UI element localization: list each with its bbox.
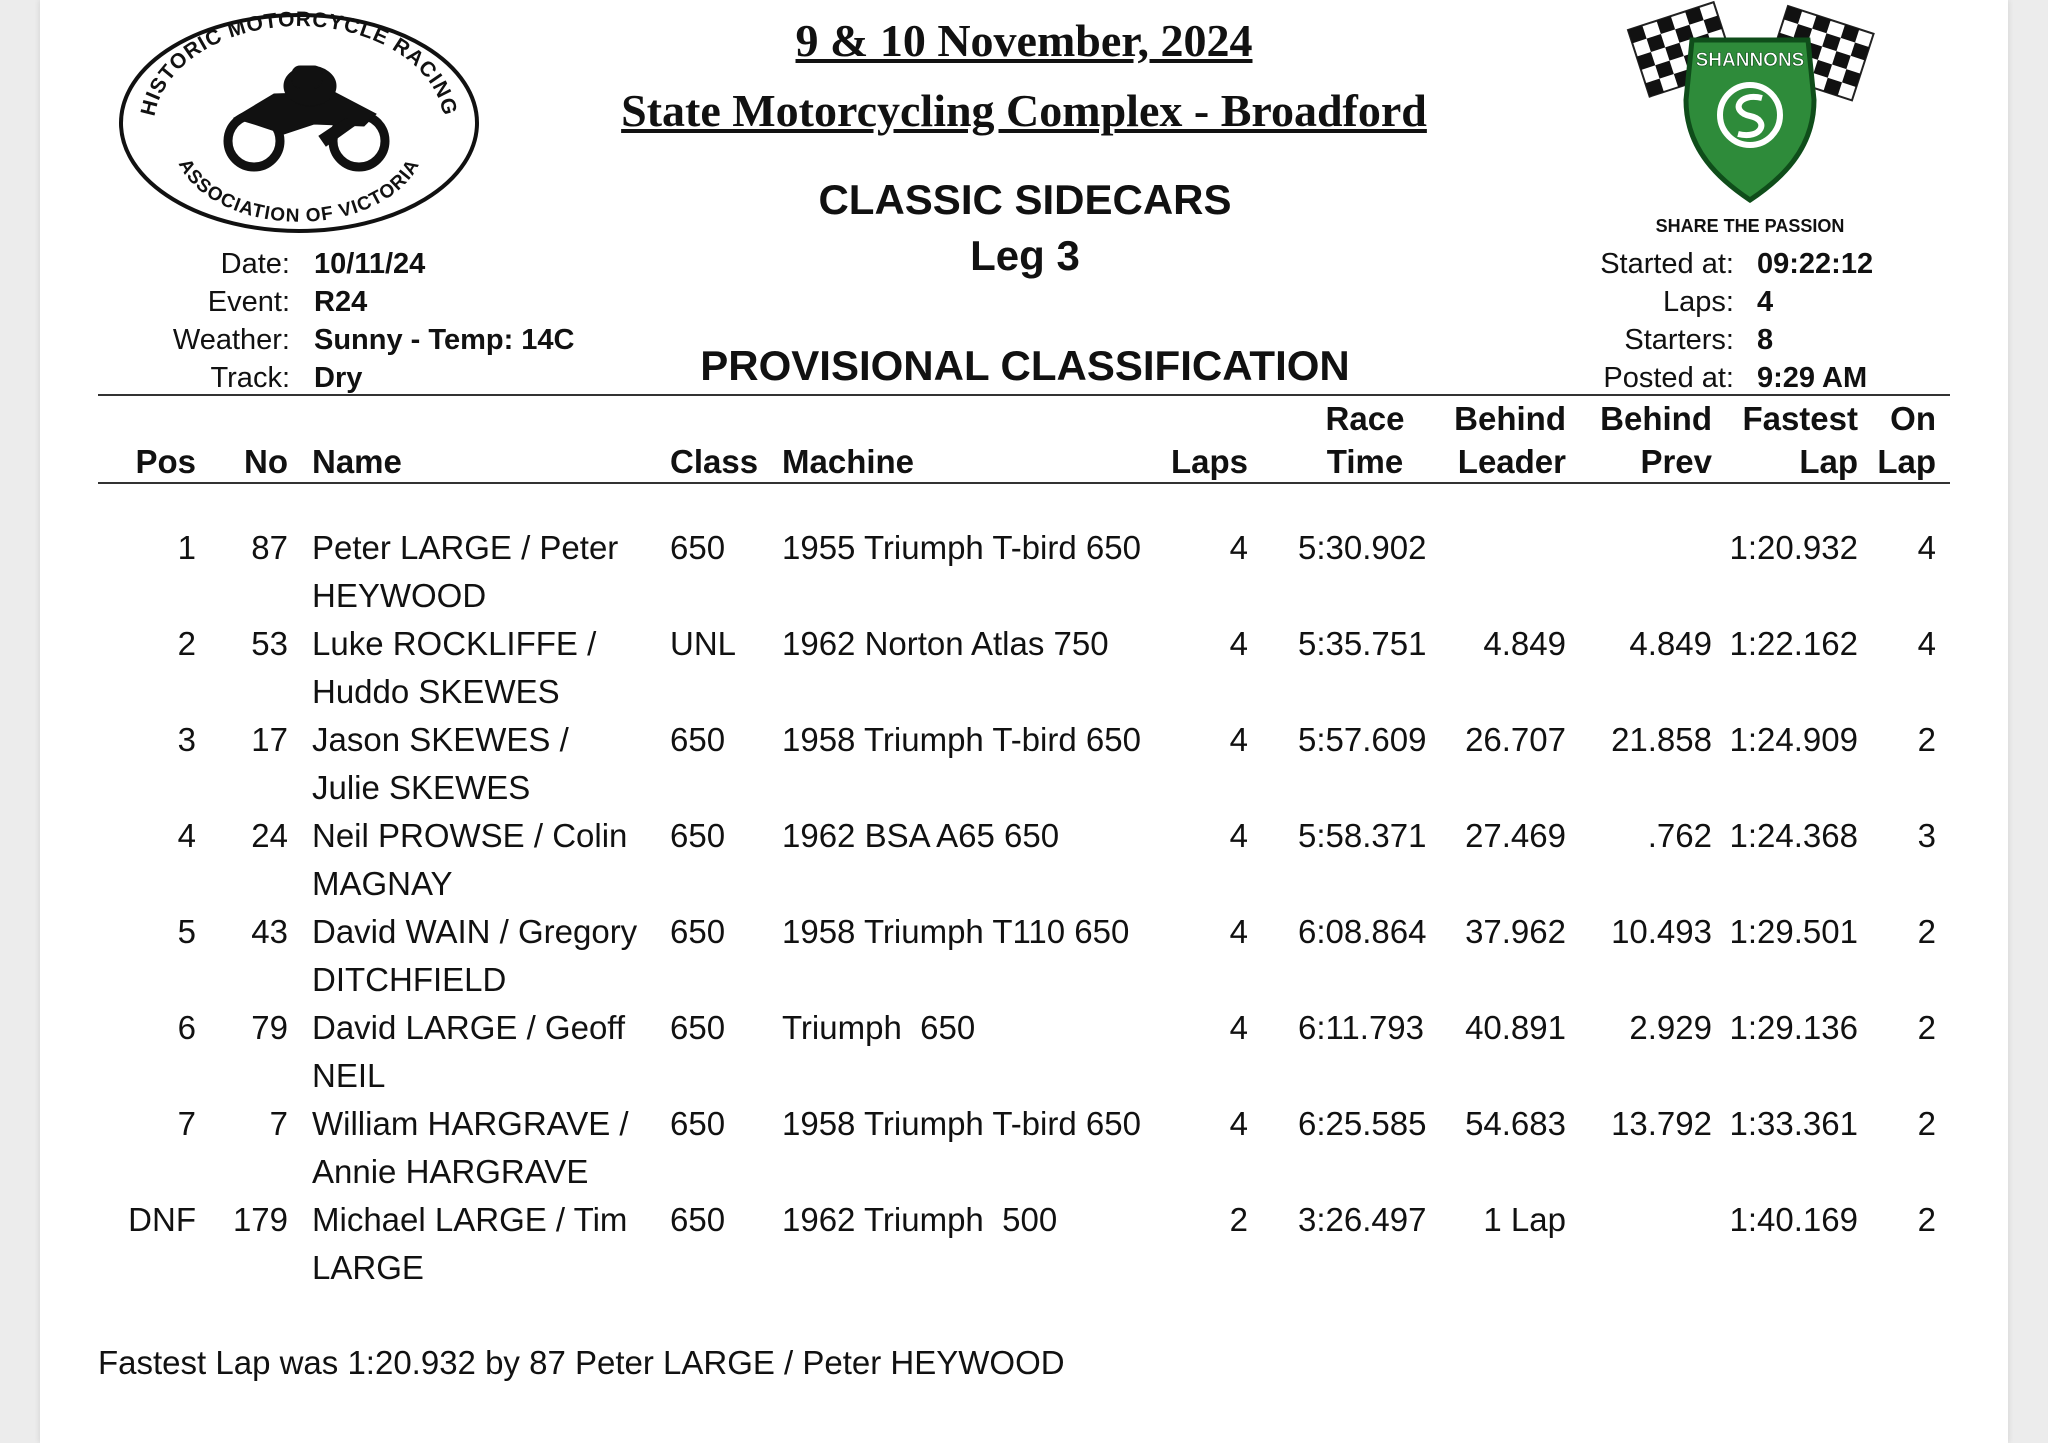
header-divider-bottom	[98, 482, 1950, 484]
cell-fastest-lap: 1:20.932	[1729, 529, 1858, 566]
cell-machine: Triumph 650	[782, 1009, 976, 1046]
hmrav-bottom-text: ASSOCIATION OF VICTORIA	[173, 155, 425, 227]
cell-no: 79	[251, 1009, 288, 1046]
table-row	[0, 812, 2048, 908]
col-no: No	[244, 443, 288, 480]
cell-behind-prev: 21.858	[1611, 721, 1712, 758]
meta-value: Dry	[314, 362, 363, 394]
cell-fastest-lap: 1:29.501	[1729, 913, 1858, 950]
cell-fastest-lap: 1:24.368	[1729, 817, 1858, 854]
cell-laps: 4	[1229, 529, 1248, 566]
meta-value: Sunny - Temp: 14C	[314, 324, 575, 356]
col-race-time-line2: Time	[1326, 443, 1404, 480]
cell-no: 53	[251, 625, 288, 662]
cell-behind-leader: 1 Lap	[1483, 1201, 1566, 1238]
col-behind-leader-line1: Behind	[1454, 400, 1566, 437]
cell-laps: 4	[1229, 817, 1248, 854]
cell-fastest-lap: 1:22.162	[1729, 625, 1858, 662]
cell-behind-leader: 54.683	[1465, 1105, 1566, 1142]
cell-no: 7	[269, 1105, 288, 1142]
table-row	[0, 620, 2048, 716]
meta-label: Track:	[210, 362, 290, 394]
cell-race-time: 3:26.497	[1298, 1201, 1427, 1238]
cell-class: 650	[670, 1201, 726, 1238]
cell-race-time: 5:58.371	[1298, 817, 1427, 854]
cell-no: 87	[251, 529, 288, 566]
cell-on-lap: 2	[1917, 1009, 1936, 1046]
cell-fastest-lap: 1:40.169	[1729, 1201, 1858, 1238]
col-race-time-line1: Race	[1325, 400, 1405, 437]
meta-label: Date:	[220, 248, 290, 280]
cell-laps: 4	[1229, 913, 1248, 950]
cell-race-time: 5:35.751	[1298, 625, 1427, 662]
cell-class: 650	[670, 817, 726, 854]
meta-value: 9:29 AM	[1757, 362, 1868, 394]
cell-race-time: 5:57.609	[1298, 721, 1427, 758]
col-behind-prev-line1: Behind	[1600, 400, 1712, 437]
cell-behind-leader: 26.707	[1465, 721, 1566, 758]
cell-pos: DNF	[128, 1201, 196, 1238]
cell-pos: 4	[177, 817, 196, 854]
meta-value: 8	[1757, 324, 1774, 356]
meta-value: R24	[314, 286, 368, 318]
cell-laps: 4	[1229, 625, 1248, 662]
header-divider-top	[98, 394, 1950, 396]
hmrav-top-text: HISTORIC MOTORCYCLE RACING	[136, 7, 462, 119]
meta-value: 09:22:12	[1757, 248, 1874, 280]
cell-name: Michael LARGE / Tim LARGE	[312, 1201, 628, 1286]
shannons-brand-text: SHANNONS	[1695, 50, 1805, 71]
cell-machine: 1958 Triumph T-bird 650	[782, 721, 1141, 758]
event-dates: 9 & 10 November, 2024	[795, 15, 1253, 66]
col-behind-prev-line2: Prev	[1640, 443, 1712, 480]
meta-label: Starters:	[1624, 324, 1734, 356]
cell-pos: 3	[177, 721, 196, 758]
cell-no: 179	[232, 1201, 288, 1238]
cell-class: 650	[670, 913, 726, 950]
cell-name: Jason SKEWES / Julie SKEWES	[312, 721, 569, 806]
cell-behind-leader: 40.891	[1465, 1009, 1566, 1046]
cell-pos: 5	[177, 913, 196, 950]
cell-fastest-lap: 1:33.361	[1729, 1105, 1858, 1142]
cell-behind-leader: 4.849	[1483, 625, 1566, 662]
cell-race-time: 6:11.793	[1298, 1009, 1425, 1046]
cell-pos: 2	[177, 625, 196, 662]
cell-class: 650	[670, 721, 726, 758]
cell-laps: 4	[1229, 721, 1248, 758]
classification-title: PROVISIONAL CLASSIFICATION	[700, 342, 1350, 389]
cell-machine: 1958 Triumph T-bird 650	[782, 1105, 1141, 1142]
table-row	[0, 524, 2048, 620]
cell-machine: 1962 Triumph 500	[782, 1201, 1058, 1238]
cell-behind-prev: 4.849	[1629, 625, 1712, 662]
cell-race-time: 6:08.864	[1298, 913, 1427, 950]
cell-no: 24	[251, 817, 288, 854]
cell-no: 17	[251, 721, 288, 758]
cell-on-lap: 4	[1917, 625, 1936, 662]
shannons-tagline: SHARE THE PASSION	[1655, 216, 1845, 236]
cell-machine: 1958 Triumph T110 650	[782, 913, 1130, 950]
cell-laps: 2	[1229, 1201, 1248, 1238]
cell-behind-prev: 2.929	[1629, 1009, 1712, 1046]
col-pos: Pos	[135, 443, 196, 480]
col-fastest-lap-line1: Fastest	[1742, 400, 1858, 437]
cell-pos: 6	[177, 1009, 196, 1046]
cell-machine: 1962 Norton Atlas 750	[782, 625, 1109, 662]
cell-name: David WAIN / Gregory DITCHFIELD	[312, 913, 638, 998]
cell-laps: 4	[1229, 1009, 1248, 1046]
meta-label: Started at:	[1600, 248, 1734, 280]
cell-pos: 1	[177, 529, 196, 566]
table-row	[0, 1196, 2048, 1292]
cell-fastest-lap: 1:24.909	[1729, 721, 1858, 758]
col-machine: Machine	[782, 443, 915, 480]
col-behind-leader-line2: Leader	[1457, 443, 1566, 480]
meta-value: 10/11/24	[314, 248, 426, 280]
cell-pos: 7	[177, 1105, 196, 1142]
cell-behind-leader: 27.469	[1465, 817, 1566, 854]
cell-class: 650	[670, 1105, 726, 1142]
cell-on-lap: 2	[1917, 1201, 1936, 1238]
col-name: Name	[312, 443, 402, 480]
col-fastest-lap-line2: Lap	[1799, 443, 1858, 480]
cell-name: Peter LARGE / Peter HEYWOOD	[312, 529, 619, 614]
cell-class: 650	[670, 529, 726, 566]
race-class-title: CLASSIC SIDECARS	[818, 176, 1232, 223]
col-on-lap-line1: On	[1890, 400, 1936, 437]
table-row	[0, 908, 2048, 1004]
cell-name: Luke ROCKLIFFE / Huddo SKEWES	[312, 625, 597, 710]
table-row	[0, 716, 2048, 812]
cell-race-time: 5:30.902	[1298, 529, 1427, 566]
cell-behind-prev: 10.493	[1611, 913, 1712, 950]
race-leg-title: Leg 3	[970, 232, 1080, 279]
cell-no: 43	[251, 913, 288, 950]
meta-label: Laps:	[1663, 286, 1734, 318]
cell-on-lap: 4	[1917, 529, 1936, 566]
cell-on-lap: 2	[1917, 913, 1936, 950]
cell-machine: 1962 BSA A65 650	[782, 817, 1060, 854]
cell-race-time: 6:25.585	[1298, 1105, 1427, 1142]
cell-name: William HARGRAVE / Annie HARGRAVE	[312, 1105, 629, 1190]
cell-behind-prev: 13.792	[1611, 1105, 1712, 1142]
cell-on-lap: 3	[1917, 817, 1936, 854]
cell-machine: 1955 Triumph T-bird 650	[782, 529, 1141, 566]
cell-fastest-lap: 1:29.136	[1729, 1009, 1858, 1046]
cell-on-lap: 2	[1917, 1105, 1936, 1142]
cell-laps: 4	[1229, 1105, 1248, 1142]
cell-name: Neil PROWSE / Colin MAGNAY	[312, 817, 628, 902]
cell-on-lap: 2	[1917, 721, 1936, 758]
cell-class: 650	[670, 1009, 726, 1046]
col-class: Class	[670, 443, 759, 480]
col-laps: Laps	[1170, 443, 1248, 480]
cell-class: UNL	[670, 625, 737, 662]
cell-behind-leader: 37.962	[1465, 913, 1566, 950]
meta-value: 4	[1757, 286, 1774, 318]
table-row	[0, 1004, 2048, 1100]
meta-label: Posted at:	[1603, 362, 1734, 394]
meta-label: Event:	[207, 286, 290, 318]
table-row	[0, 1100, 2048, 1196]
col-on-lap-line2: Lap	[1877, 443, 1936, 480]
fastest-lap-footer: Fastest Lap was 1:20.932 by 87 Peter LARGE / Peter HEYWOOD	[98, 1344, 1065, 1381]
cell-name: David LARGE / Geoff NEIL	[312, 1009, 626, 1094]
meta-label: Weather:	[172, 324, 290, 356]
cell-behind-prev: .762	[1647, 817, 1712, 854]
venue-title: State Motorcycling Complex - Broadford	[621, 85, 1427, 136]
